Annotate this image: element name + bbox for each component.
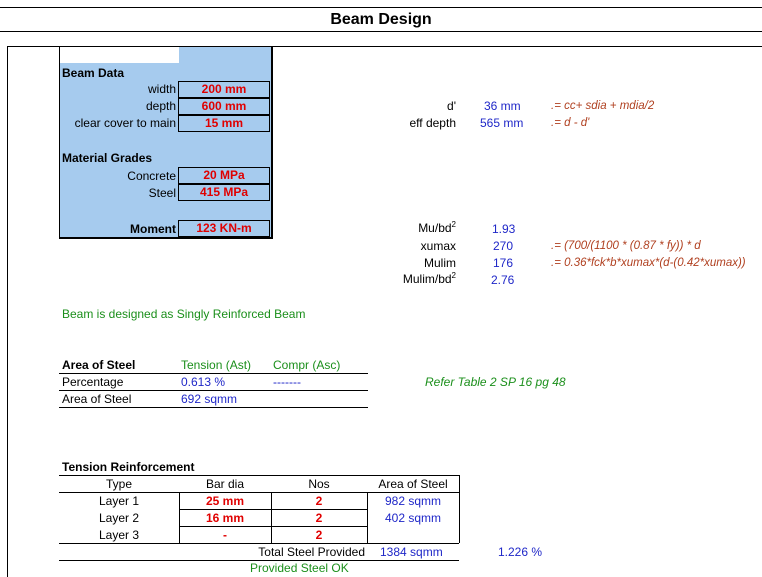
- total-value: 1384 sqmm: [380, 545, 443, 559]
- header-area: Area of Steel: [378, 477, 448, 491]
- header-nos: Nos: [308, 477, 330, 491]
- total-percent: 1.226 %: [498, 545, 543, 559]
- mubd2-value: 1.93: [492, 222, 516, 236]
- effdepth-label: eff depth: [409, 116, 456, 130]
- effdepth-value: 565 mm: [480, 116, 524, 130]
- cover-label: clear cover to main: [74, 116, 176, 130]
- total-label: Total Steel Provided: [258, 545, 365, 559]
- steel-status: Provided Steel OK: [250, 561, 349, 575]
- row2-area: 402 sqmm: [384, 511, 442, 525]
- col-tension-header: Tension (Ast): [181, 358, 252, 372]
- percentage-label: Percentage: [62, 375, 124, 389]
- reference-note: Refer Table 2 SP 16 pg 48: [425, 375, 566, 389]
- percentage-tension: 0.613 %: [181, 375, 226, 389]
- row3-type: Layer 3: [98, 528, 140, 542]
- mulim-value: 176: [493, 256, 514, 270]
- width-label: width: [147, 82, 176, 96]
- xumax-formula: .= (700/(1100 * (0.87 * fy)) * d: [551, 240, 701, 252]
- concrete-label: Concrete: [127, 169, 176, 183]
- row3-nos-input[interactable]: 2: [315, 528, 323, 542]
- row2-nos-input[interactable]: 2: [315, 511, 323, 525]
- area-label: Area of Steel: [62, 392, 132, 406]
- row1-type: Layer 1: [98, 494, 140, 508]
- row3-dia-input[interactable]: -: [223, 528, 227, 542]
- header-type: Type: [105, 477, 132, 491]
- dprime-formula: .= cc+ sdia + mdia/2: [551, 100, 655, 112]
- panel-blank-cell: [60, 47, 179, 63]
- row2-dia-input[interactable]: 16 mm: [205, 511, 245, 525]
- mulim-formula: .= 0.36*fck*b*xumax*(d-(0.42*xumax)): [551, 257, 746, 269]
- tension-line-row3: [59, 543, 459, 544]
- area-tension: 692 sqmm: [181, 392, 238, 406]
- moment-label: Moment: [130, 222, 176, 236]
- steel-label: Steel: [148, 186, 176, 200]
- xumax-value: 270: [493, 239, 514, 253]
- area-table-line-3: [59, 407, 368, 408]
- row1-nos-input[interactable]: 2: [315, 494, 323, 508]
- depth-input[interactable]: 600 mm: [178, 98, 270, 115]
- concrete-input[interactable]: 20 MPa: [178, 167, 270, 184]
- material-heading: Material Grades: [62, 151, 153, 165]
- mubd2-label: $Mu/bd^2$: [418, 220, 456, 235]
- tension-line-top: [59, 475, 459, 476]
- row1-dia-input[interactable]: 25 mm: [205, 494, 245, 508]
- area-table-line-1: [59, 373, 368, 374]
- col-compr-header: Compr (Asc): [273, 358, 341, 372]
- steel-input[interactable]: 415 MPa: [178, 184, 270, 201]
- row2-type: Layer 2: [98, 511, 140, 525]
- beam-data-heading: Beam Data: [62, 66, 125, 80]
- xumax-label: xumax: [420, 239, 456, 253]
- width-input[interactable]: 200 mm: [178, 81, 270, 98]
- moment-input[interactable]: 123 KN-m: [178, 220, 270, 237]
- tension-line-header: [59, 492, 459, 493]
- depth-label: depth: [145, 99, 176, 113]
- tension-line-row2: [179, 526, 367, 527]
- page-title: Beam Design: [330, 11, 432, 28]
- design-message: Beam is designed as Singly Reinforced Beam: [62, 307, 306, 321]
- dprime-label: d': [447, 99, 456, 113]
- row1-area: 982 sqmm: [384, 494, 442, 508]
- tension-vline-4: [459, 475, 460, 543]
- mulim-label: Mulim: [424, 256, 456, 270]
- effdepth-formula: .= d - d': [551, 117, 590, 129]
- area-table-line-2: [59, 390, 368, 391]
- tension-heading: Tension Reinforcement: [62, 460, 195, 474]
- mulimbd2-label: Mulim/$bd^2$: [402, 271, 456, 286]
- tension-line-row1: [179, 509, 367, 510]
- area-steel-heading: Area of Steel: [62, 358, 136, 372]
- dprime-value: 36 mm: [484, 99, 521, 113]
- percentage-compr: -------: [273, 375, 301, 389]
- mulimbd2-value: 2.76: [491, 273, 515, 287]
- cover-input[interactable]: 15 mm: [178, 115, 270, 132]
- header-bar-dia: Bar dia: [205, 477, 245, 491]
